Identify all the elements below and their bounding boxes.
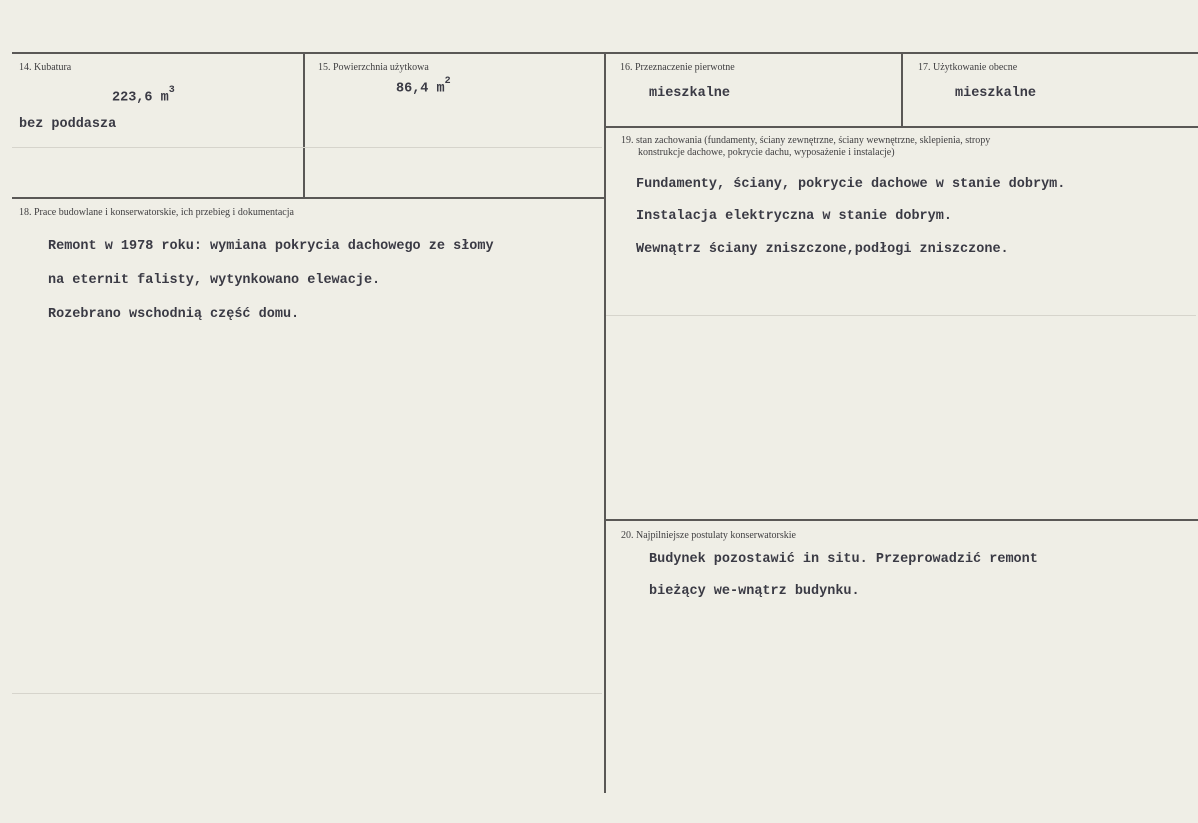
rule-below-14-15 — [12, 197, 605, 199]
field-15-label: 15. Powierzchnia użytkowa — [318, 62, 429, 73]
rule-below-16-17 — [605, 126, 1198, 128]
faint-line — [606, 315, 1196, 316]
faint-line — [12, 693, 602, 694]
divider-14-15 — [303, 53, 305, 198]
field-18-line: na eternit falisty, wytynkowano elewacje. — [48, 273, 381, 288]
rule-below-19 — [605, 519, 1198, 521]
field-19-label-line2: konstrukcje dachowe, pokrycie dachu, wyposażenie i instalacje) — [638, 147, 895, 158]
area-value: 86,4 m — [396, 81, 445, 97]
field-17-value: mieszkalne — [955, 86, 1037, 101]
field-19-line: Instalacja elektryczna w stanie dobrym. — [636, 209, 952, 224]
field-18-label: 18. Prace budowlane i konserwatorskie, ich przebieg i dokumentacja — [19, 207, 294, 218]
field-19-line: Wewnątrz ściany zniszczone,podłogi zniszczone. — [636, 242, 1009, 257]
field-18-line: Remont w 1978 roku: wymiana pokrycia dachowego ze słomy — [48, 239, 494, 254]
field-19-line: Fundamenty, ściany, pokrycie dachowe w stanie dobrym. — [636, 177, 1066, 192]
field-14-value — [112, 85, 175, 106]
field-20-label: 20. Najpilniejsze postulaty konserwatorskie — [621, 530, 796, 541]
volume-value: 223,6 m — [112, 90, 169, 106]
field-16-value: mieszkalne — [649, 86, 731, 101]
field-18-line: Rozebrano wschodnią część domu. — [48, 307, 300, 322]
divider-15-16 — [604, 53, 606, 793]
area-unit-exponent: 2 — [444, 76, 451, 87]
field-17-label: 17. Użytkowanie obecne — [918, 62, 1018, 73]
volume-unit-exponent: 3 — [168, 85, 175, 96]
field-20-line: Budynek pozostawić in situ. Przeprowadzić remont — [649, 552, 1038, 567]
field-20-line: bieżący we-wnątrz budynku. — [649, 584, 860, 599]
field-15-value — [396, 76, 451, 97]
divider-16-17 — [901, 53, 903, 127]
field-16-label: 16. Przeznaczenie pierwotne — [620, 62, 735, 73]
field-14-note: bez poddasza — [19, 117, 117, 132]
field-14-label: 14. Kubatura — [19, 62, 72, 73]
faint-line — [12, 147, 602, 148]
field-19-label-line1: 19. stan zachowania (fundamenty, ściany zewnętrzne, ściany wewnętrzne, sklepienia, stropy — [621, 135, 991, 146]
